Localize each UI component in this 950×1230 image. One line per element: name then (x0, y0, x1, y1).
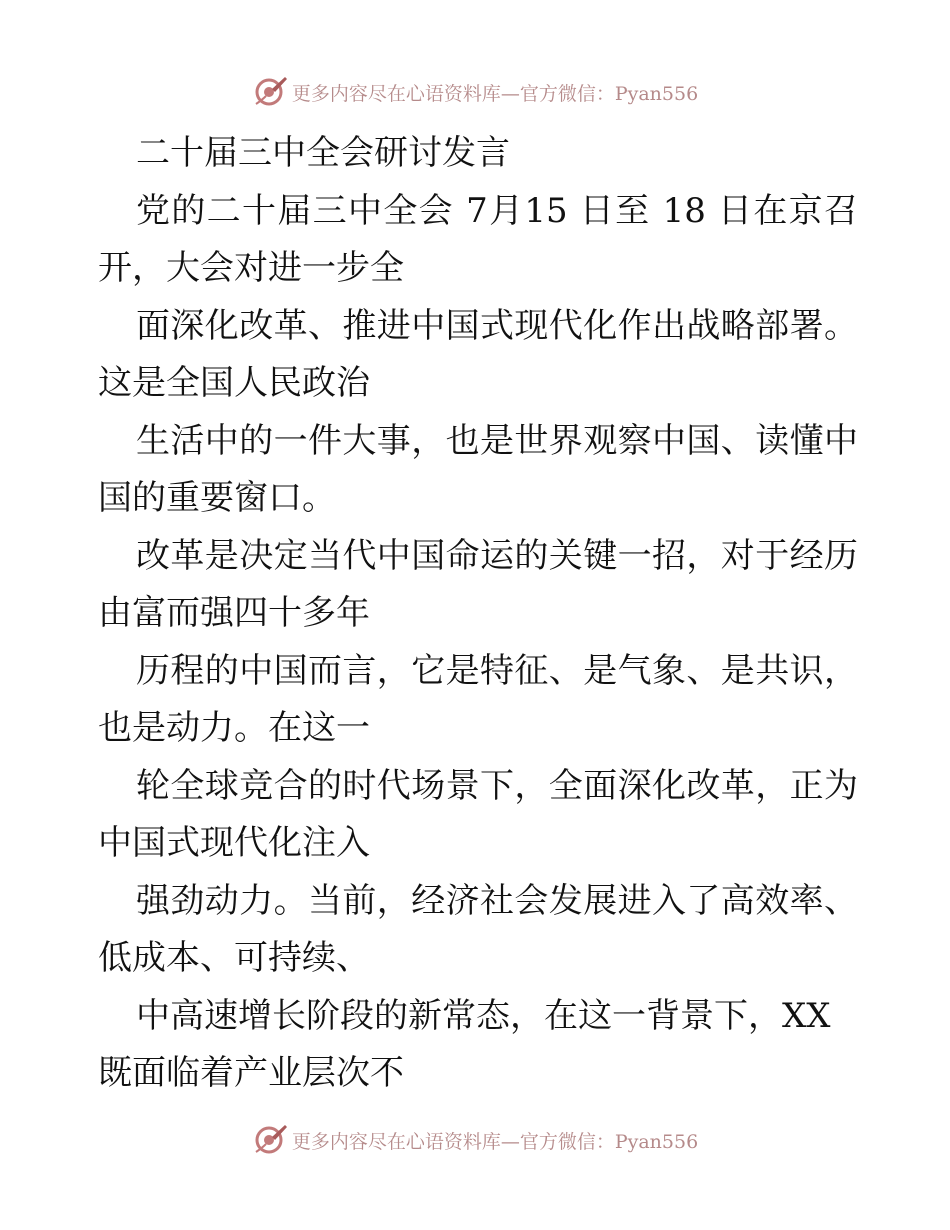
paragraph-line: 强劲动力。当前，经济社会发展进入了高效率、 (136, 880, 858, 921)
watermark-text: 更多内容尽在心语资料库—官方微信：Pyan556 (291, 82, 699, 105)
pen-logo-icon (252, 1122, 288, 1158)
footer-watermark (0, 1120, 950, 1160)
paragraph-line: 国的重要窗口。 (98, 478, 336, 518)
paragraph-line: 轮全球竞合的时代场景下，全面深化改革，正为 (136, 765, 858, 806)
paragraph-line: 生活中的一件大事，也是世界观察中国、读懂中 (136, 420, 858, 461)
paragraph-line: 党的二十届三中全会 7月15 日至 18 日在京召 (136, 190, 858, 231)
paragraph-line: 面深化改革、推进中国式现代化作出战略部署。 (136, 305, 858, 346)
paragraph-line: 历程的中国而言，它是特征、是气象、是共识， (136, 650, 858, 691)
paragraph-line: 改革是决定当代中国命运的关键一招，对于经历 (136, 535, 858, 576)
paragraph-line: 中高速增长阶段的新常态，在这一背景下，XX (136, 995, 831, 1036)
pen-logo-icon (252, 74, 288, 110)
document-title: 二十届三中全会研讨发言 (136, 133, 510, 173)
paragraph-line: 开，大会对进一步全 (98, 248, 404, 288)
header-watermark (0, 72, 950, 112)
paragraph-line: 低成本、可持续、 (98, 938, 370, 978)
paragraph-line: 这是全国人民政治 (98, 363, 370, 403)
paragraph-line: 也是动力。在这一 (98, 708, 370, 748)
paragraph-line: 既面临着产业层次不 (98, 1053, 404, 1093)
paragraph-line: 由富而强四十多年 (98, 593, 370, 633)
paragraph-line: 中国式现代化注入 (98, 823, 370, 863)
watermark-text: 更多内容尽在心语资料库—官方微信：Pyan556 (291, 1130, 699, 1153)
document-body (98, 125, 858, 1103)
